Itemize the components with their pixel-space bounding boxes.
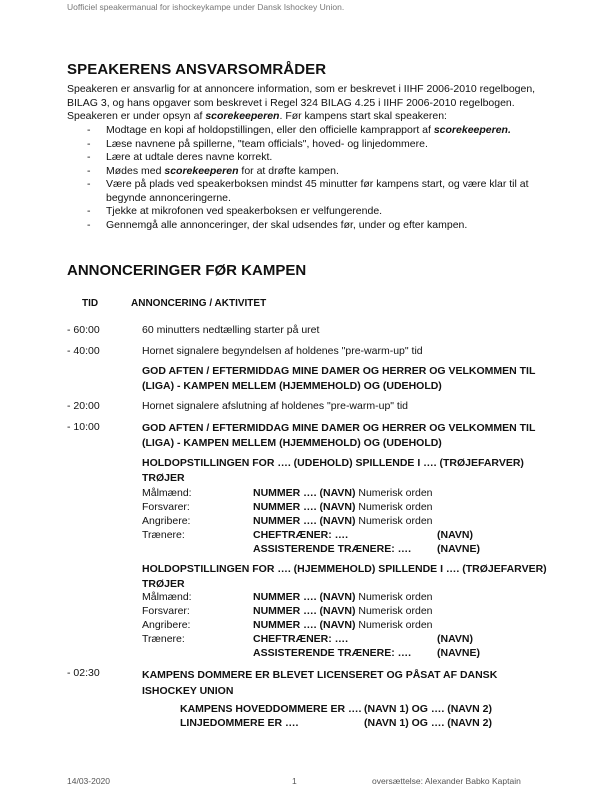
referees-announcement: KAMPENS DOMMERE ER BLEVET LICENSERET OG PÅSAT AF DANSK ISHOCKEY UNION (142, 669, 498, 697)
head-referees-names: (NAVN 1) OG …. (NAVN 2) (364, 703, 492, 715)
head-coach-name: (NAVN) (437, 633, 473, 645)
forwards-value: NUMMER …. (NAVN) Numerisk orden (253, 515, 433, 527)
assistant-coaches-name: (NAVNE) (437, 543, 480, 555)
footer-date: 14/03-2020 (67, 776, 111, 786)
head-coach: CHEFTRÆNER: …. (253, 633, 349, 645)
linesmen-names: (NAVN 1) OG …. (NAVN 2) (364, 717, 492, 729)
time-cell: - 40:00 (67, 345, 100, 357)
footer-page-number: 1 (292, 776, 297, 786)
head-coach-name: (NAVN) (437, 529, 473, 541)
list-item: - Tjekke at mikrofonen ved speakerboksen er velfungerende. (87, 205, 542, 219)
coaches-label: Trænere: (142, 529, 185, 541)
linesmen: LINJEDOMMERE ER …. (180, 717, 299, 729)
defense-value: NUMMER …. (NAVN) Numerisk orden (253, 501, 433, 513)
greeting-announcement: GOD AFTEN / EFTERMIDDAG MINE DAMER OG HERRER OG VELKOMMEN TIL (LIGA) - KAMPEN MELLEM (HJEMMEHOLD) OG (UDEHOLD) (142, 365, 536, 392)
head-coach: CHEFTRÆNER: …. (253, 529, 349, 541)
forwards-value: NUMMER …. (NAVN) Numerisk orden (253, 619, 433, 631)
assistant-coaches-name: (NAVNE) (437, 647, 480, 659)
intro-paragraph (67, 83, 537, 124)
home-lineup-heading: HOLDOPSTILLINGEN FOR …. (HJEMMEHOLD) SPILLENDE I …. (TRØJEFARVER) TRØJER (142, 563, 547, 590)
intro-line: Speakeren er ansvarlig for at annoncere information, som er beskrevet i IIHF 2006-2010 regelbogen, (67, 83, 536, 95)
time-cell: - 10:00 (67, 421, 100, 433)
assistant-coaches: ASSISTERENDE TRÆNERE: …. (253, 647, 412, 659)
goalies-value: NUMMER …. (NAVN) Numerisk orden (253, 487, 433, 499)
list-item: - Lære at udtale deres navne korrekt. (87, 151, 542, 165)
coaches-label: Trænere: (142, 633, 185, 645)
responsibility-list (87, 124, 542, 232)
time-cell: - 20:00 (67, 400, 100, 412)
list-item: - Læse navnene på spillerne, "team officials", hoved- og linjedommere. (87, 138, 542, 152)
announcement-cell: Hornet signalere begyndelsen af holdenes "pre-warm-up" tid (142, 345, 423, 357)
intro-line: BILAG 3, og hans opgaver som beskrevet i Regel 324 BILAG 4.25 i IIHF 2006-2010 regelbogen. (67, 96, 515, 109)
away-lineup-heading: HOLDOPSTILLINGEN FOR …. (UDEHOLD) SPILLENDE I …. (TRØJEFARVER) TRØJER (142, 457, 524, 484)
list-item: - Være på plads ved speakerboksen mindst 45 minutter før kampens start, og være klar til at begynde annonceringerne. (87, 178, 542, 205)
announcement-cell: Hornet signalere afslutning af holdenes "pre-warm-up" tid (142, 400, 409, 412)
page-header: Uofficiel speakermanual for ishockeykampe under Dansk Ishockey Union. (67, 2, 345, 12)
defense-value: NUMMER …. (NAVN) Numerisk orden (253, 605, 433, 617)
defense-label: Forsvarer: (142, 605, 190, 617)
goalies-label: Målmænd: (142, 487, 192, 499)
footer-translator: oversættelse: Alexander Babko Kaptain (372, 776, 521, 786)
assistant-coaches: ASSISTERENDE TRÆNERE: …. (253, 543, 412, 555)
time-cell: - 60:00 (67, 324, 100, 336)
forwards-label: Angribere: (142, 619, 191, 631)
intro-line: Speakeren er under opsyn af scorekeeperen. Før kampens start skal speakeren: (67, 110, 447, 122)
defense-label: Forsvarer: (142, 501, 190, 513)
list-item: - Gennemgå alle annonceringer, der skal udsendes før, under og efter kampen. (87, 219, 542, 233)
time-cell: - 02:30 (67, 667, 100, 679)
column-header-announcement: ANNONCERING / AKTIVITET (131, 298, 267, 309)
forwards-label: Angribere: (142, 515, 191, 527)
list-item: - Modtage en kopi af holdopstillingen, eller den officielle kamprapport af scorekeeperen. (87, 124, 542, 138)
greeting-announcement: GOD AFTEN / EFTERMIDDAG MINE DAMER OG HERRER OG VELKOMMEN TIL (LIGA) - KAMPEN MELLEM (HJEMMEHOLD) OG (UDEHOLD) (142, 422, 536, 449)
section-title-responsibilities: SPEAKERENS ANSVARSOMRÅDER (67, 61, 327, 78)
announcement-cell: 60 minutters nedtælling starter på uret (142, 324, 320, 336)
column-header-time: TID (82, 298, 99, 309)
goalies-value: NUMMER …. (NAVN) Numerisk orden (253, 591, 433, 603)
head-referees: KAMPENS HOVEDDOMMERE ER …. (180, 703, 362, 715)
list-item: - Mødes med scorekeeperen for at drøfte kampen. (87, 165, 542, 179)
section-title-announcements: ANNONCERINGER FØR KAMPEN (67, 262, 307, 279)
goalies-label: Målmænd: (142, 591, 192, 603)
